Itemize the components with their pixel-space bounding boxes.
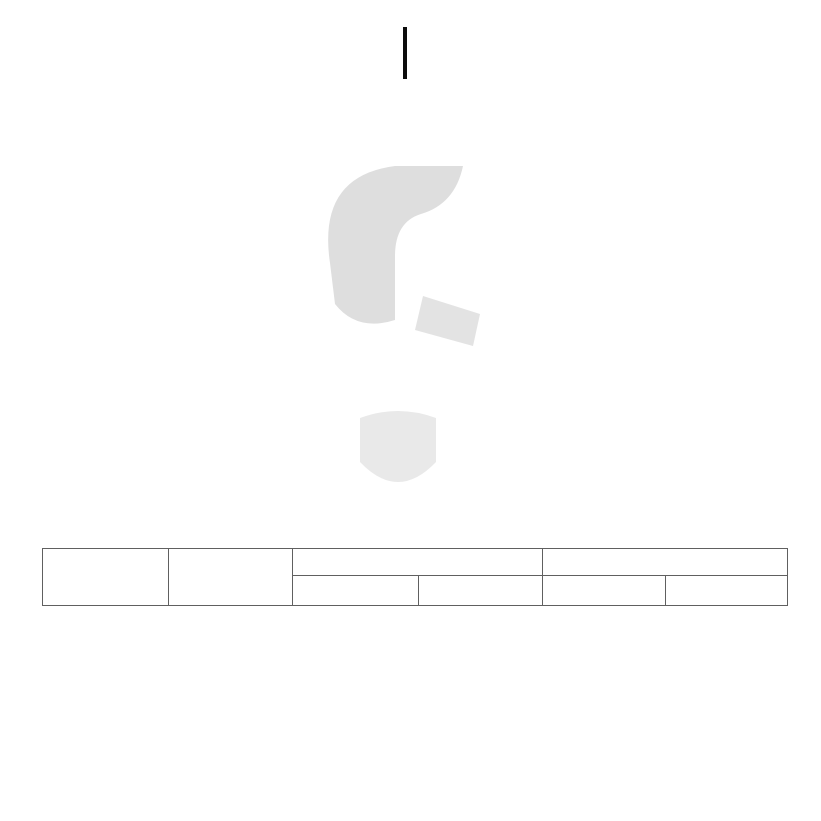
size-table [42,548,788,606]
header-body-diameter [43,549,169,606]
header-k-min [666,576,788,606]
watermark-shape-shield [352,404,444,504]
header-k-max [543,576,666,606]
header-group-head-size [293,549,543,576]
header-thread-pitch [169,549,293,606]
header-dk-max [293,576,419,606]
screw-diagram [0,0,821,360]
header-group-head-thickness [543,549,788,576]
header-dk-min [419,576,543,606]
